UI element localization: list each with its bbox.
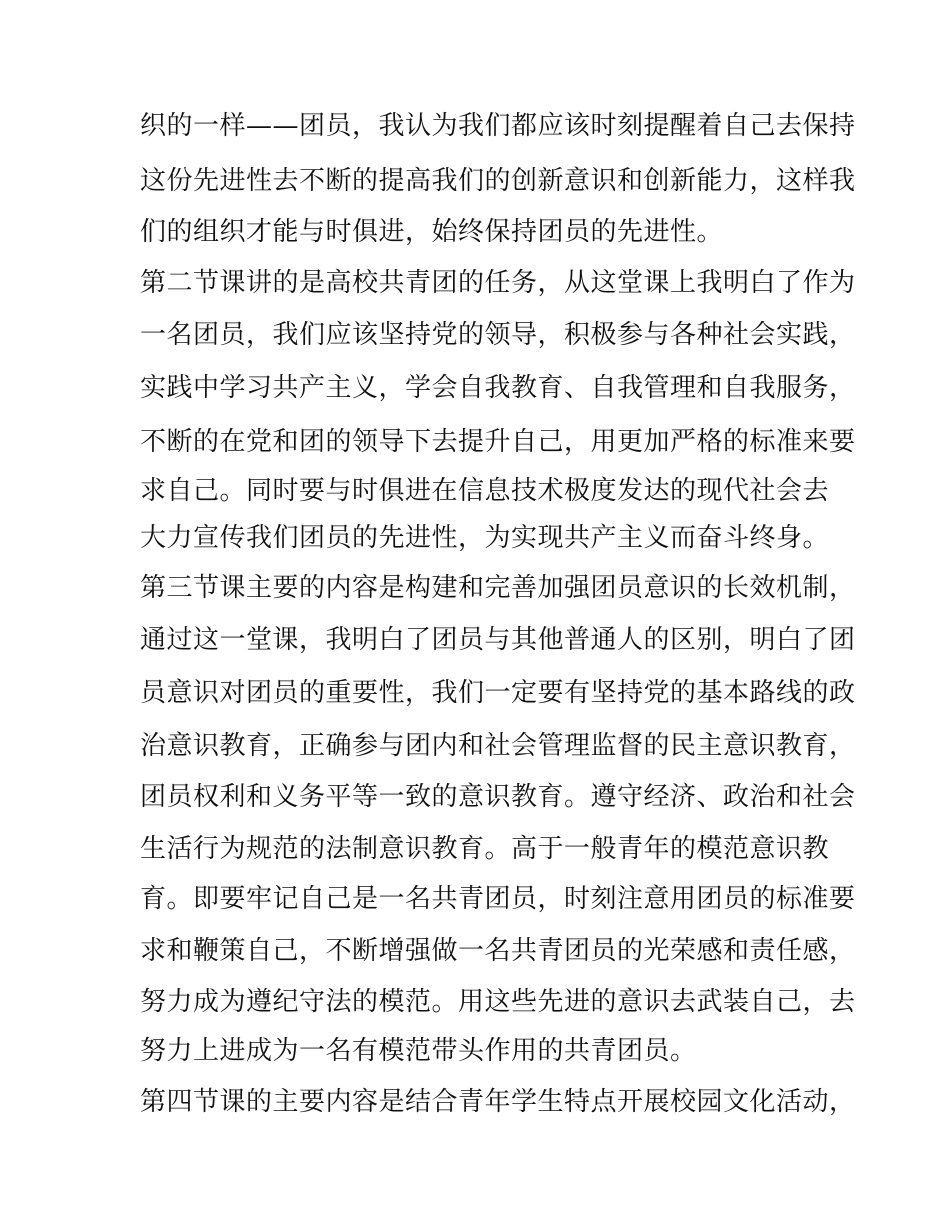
text-line: 大力宣传我们团员的先进性，为实现共产主义而奋斗终身。	[140, 523, 830, 553]
text-line: 努力成为遵纪守法的模范。用这些先进的意识去武装自己，去	[140, 987, 856, 1017]
text-line: 第三节课主要的内容是构建和完善加强团员意识的长效机制，	[140, 573, 856, 603]
text-line: 通过这一堂课，我明白了团员与其他普通人的区别，明白了团	[140, 625, 856, 655]
text-line: 第二节课讲的是高校共青团的任务，从这堂课上我明白了作为	[140, 268, 856, 298]
text-line: 求和鞭策自己，不断增强做一名共青团员的光荣感和责任感，	[140, 936, 856, 966]
text-line: 团员权利和义务平等一致的意识教育。遵守经济、政治和社会	[140, 782, 856, 812]
text-line: 努力上进成为一名有模范带头作用的共青团员。	[140, 1036, 697, 1066]
text-line: 实践中学习共产主义，学会自我教育、自我管理和自我服务，	[140, 373, 856, 403]
text-line: 育。即要牢记自己是一名共青团员，时刻注意用团员的标准要	[140, 884, 856, 914]
text-line: 织的一样——团员，我认为我们都应该时刻提醒着自己去保持	[140, 111, 856, 141]
text-line: 不断的在党和团的领导下去提升自己，用更加严格的标准来要	[140, 427, 856, 457]
text-line: 一名团员，我们应该坚持党的领导，积极参与各种社会实践，	[140, 320, 856, 350]
text-line: 员意识对团员的重要性，我们一定要有坚持党的基本路线的政	[140, 678, 856, 708]
text-line: 这份先进性去不断的提高我们的创新意识和创新能力，这样我	[140, 166, 856, 196]
text-line: 求自己。同时要与时俱进在信息技术极度发达的现代社会去	[140, 476, 830, 506]
text-line: 们的组织才能与时俱进，始终保持团员的先进性。	[140, 217, 724, 247]
text-line: 治意识教育，正确参与团内和社会管理监督的民主意识教育，	[140, 731, 856, 761]
text-line: 第四节课的主要内容是结合青年学生特点开展校园文化活动，	[140, 1087, 856, 1117]
text-line: 生活行为规范的法制意识教育。高于一般青年的模范意识教	[140, 834, 830, 864]
